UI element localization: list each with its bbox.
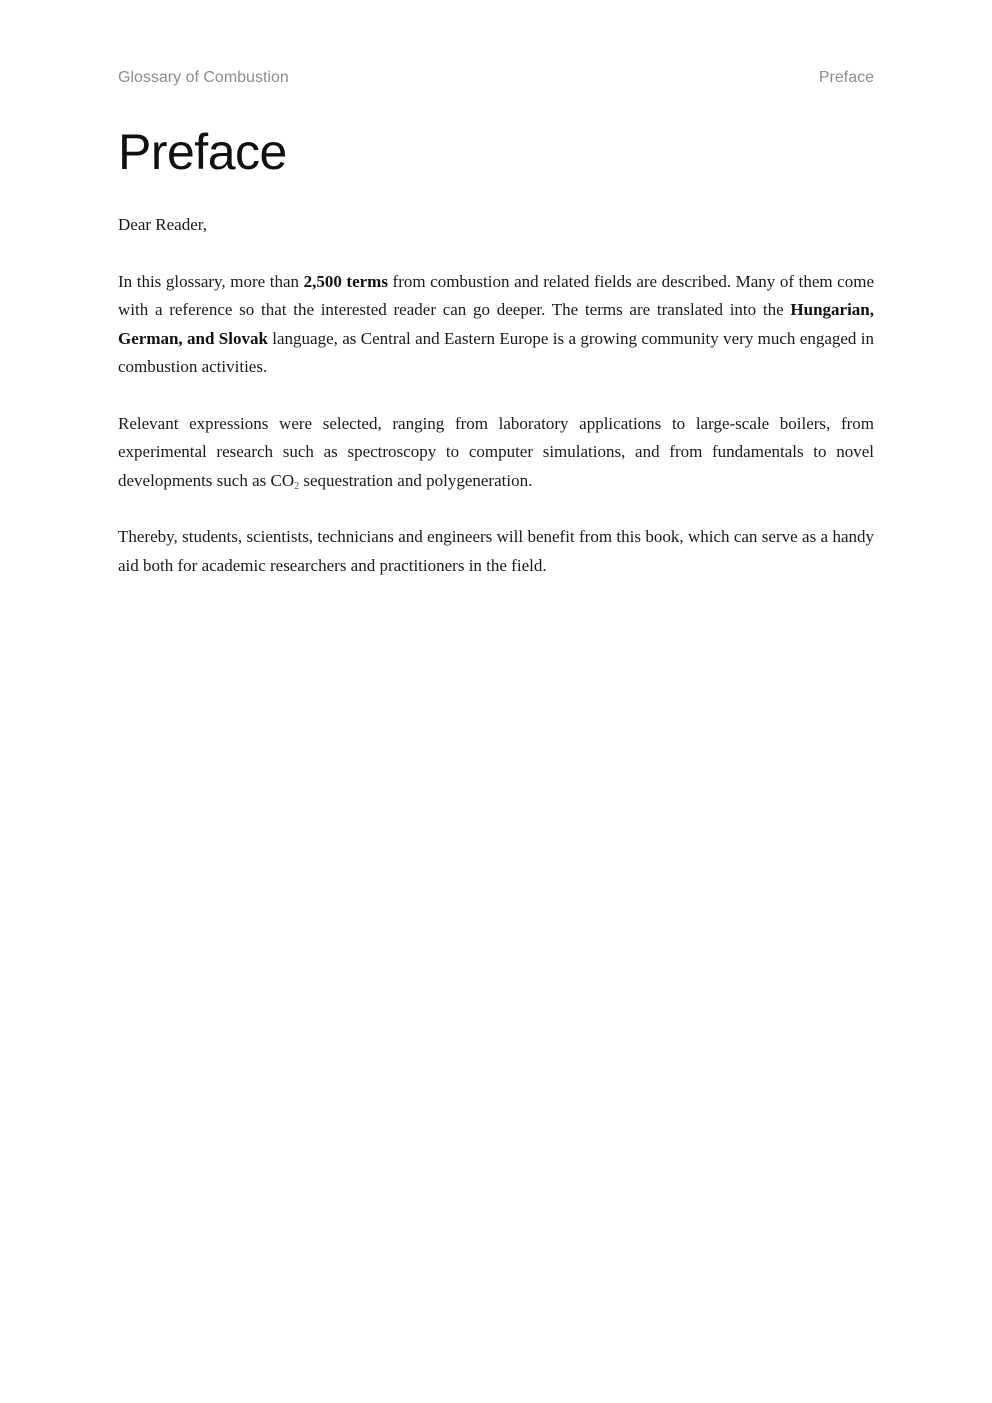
term-count-emphasis: 2,500 terms bbox=[303, 271, 388, 291]
languages-emphasis: Hungarian, German, and Slovak bbox=[118, 300, 874, 348]
co2-subscript: 2 bbox=[294, 480, 300, 492]
book-title-header: Glossary of Combustion bbox=[118, 69, 289, 86]
p2-text-b: sequestration and polygeneration. bbox=[299, 470, 533, 490]
paragraph-terms-and-languages bbox=[118, 268, 874, 382]
p1-text-a: In this glossary, more than bbox=[118, 271, 304, 291]
salutation: Dear Reader, bbox=[118, 215, 207, 234]
p1-text-e: language, as Central and Eastern Europe is a growing community very much engaged in combustion activities. bbox=[118, 328, 874, 377]
section-title-header: Preface bbox=[818, 69, 874, 86]
p1-text-c: from combustion and related fields are described. Many of them come with a reference so that the interested reader can go deeper. The terms are translated into the bbox=[118, 271, 874, 320]
paragraph-scope bbox=[118, 410, 874, 495]
page-title: Preface bbox=[118, 124, 287, 180]
preface-body bbox=[118, 211, 874, 609]
p2-text-a: Relevant expressions were selected, ranging from laboratory applications to large-scale boilers, from experimental research such as spectroscopy to computer simulations, and from fundamentals to novel developments such as CO bbox=[118, 413, 874, 490]
paragraph-audience: Thereby, students, scientists, technicians and engineers will benefit from this book, which can serve as a handy aid both for academic researchers and practitioners in the field. bbox=[118, 527, 874, 575]
running-header bbox=[118, 69, 874, 91]
